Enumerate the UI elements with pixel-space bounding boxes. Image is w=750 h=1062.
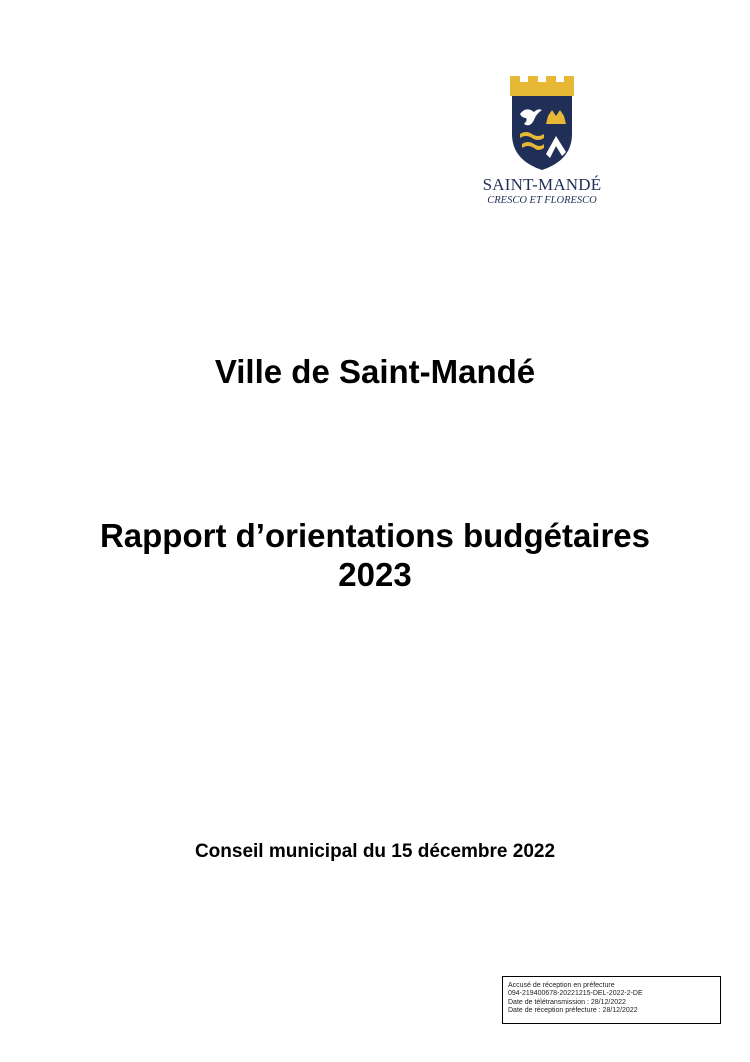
council-date-line: Conseil municipal du 15 décembre 2022 xyxy=(194,841,556,862)
logo-city-name: SAINT-MANDÉ xyxy=(482,175,602,194)
prefecture-receipt-stamp xyxy=(502,976,721,1024)
report-title xyxy=(0,516,750,594)
stamp-line: Date de réception préfecture : 28/12/2022 xyxy=(508,1007,638,1015)
coat-of-arms-icon xyxy=(508,72,576,172)
city-logo xyxy=(478,72,606,206)
report-title-line: Rapport d’orientations budgétaires xyxy=(99,517,651,554)
stamp-line: 094-219400678-20221215-DEL-2022-2-DE xyxy=(508,990,643,998)
city-title: Ville de Saint-Mandé xyxy=(214,353,536,390)
logo-motto: CRESCO ET FLORESCO xyxy=(487,195,597,206)
stamp-line: Date de télétransmission : 28/12/2022 xyxy=(508,998,626,1006)
report-year: 2023 xyxy=(338,556,412,593)
stamp-line: Accusé de réception en préfecture xyxy=(508,982,615,989)
